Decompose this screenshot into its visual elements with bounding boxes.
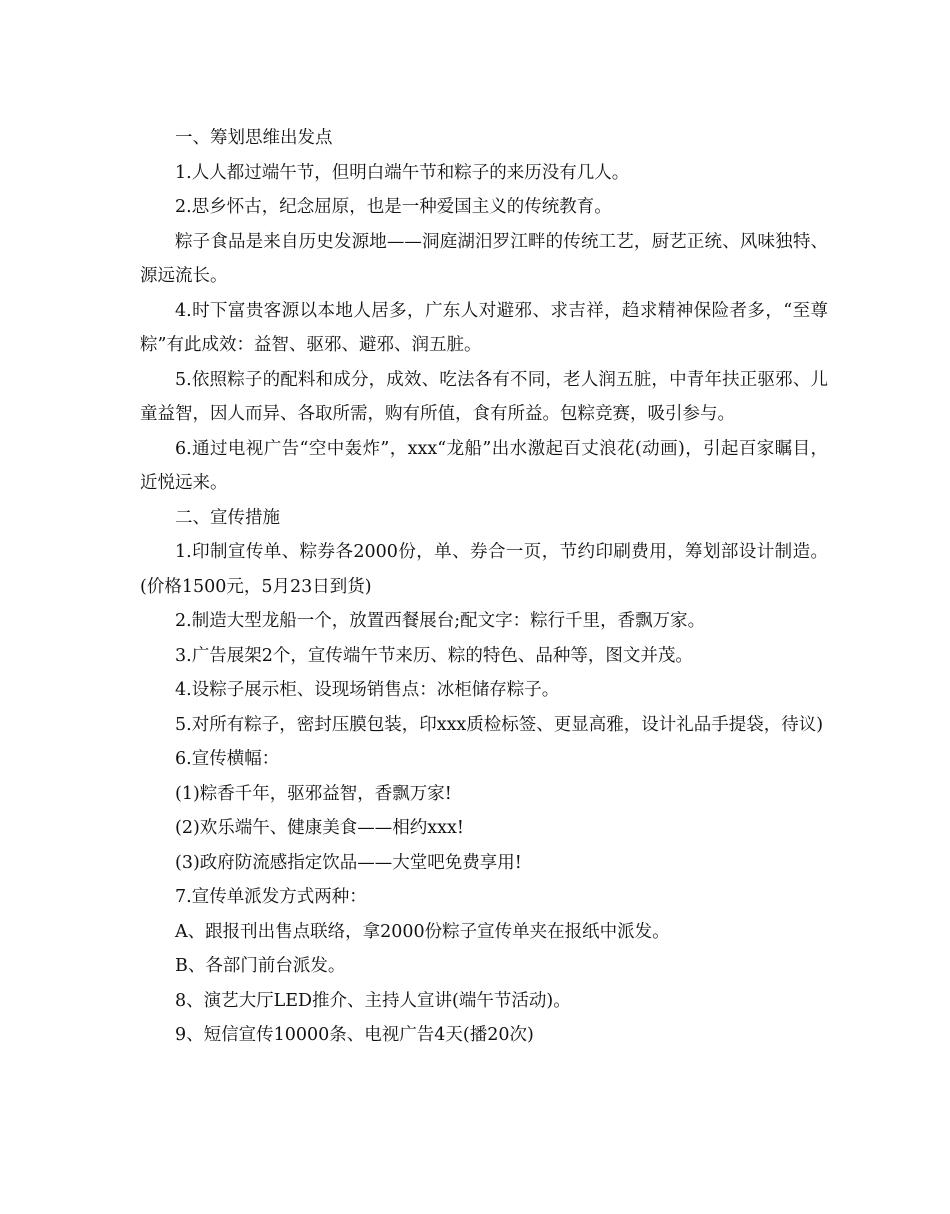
paragraph: 粽子食品是来自历史发源地——洞庭湖汨罗江畔的传统工艺，厨艺正统、风味独特、源远流长。 bbox=[140, 231, 828, 286]
paragraph: A、跟报刊出售点联络，拿2000份粽子宣传单夹在报纸中派发。 bbox=[175, 921, 670, 942]
paragraph: 2.思乡怀古，纪念屈原，也是一种爱国主义的传统教育。 bbox=[175, 197, 612, 217]
paragraph: 8、演艺大厅LED推介、主持人宣讲(端午节活动)。 bbox=[175, 990, 571, 1011]
paragraph: 5.对所有粽子，密封压膜包装，印xxx质检标签、更显高雅，设计礼品手提袋，待议) bbox=[175, 714, 824, 735]
paragraph: 5.依照粽子的配料和成分，成效、吃法各有不同，老人润五脏，中青年扶正驱邪、儿童益智，因人而异、各取所需，购有所值，食有所益。包粽竞赛，吸引参与。 bbox=[140, 369, 828, 424]
paragraph: B、各部门前台派发。 bbox=[175, 956, 346, 976]
document-body bbox=[140, 121, 828, 1053]
paragraph: 7.宣传单派发方式两种： bbox=[175, 887, 367, 907]
paragraph: 1.人人都过端午节，但明白端午节和粽子的来历没有几人。 bbox=[175, 162, 630, 183]
paragraph: 6.宣传横幅： bbox=[175, 749, 280, 769]
banner-slogan: (1)粽香千年，驱邪益智，香飘万家! bbox=[175, 783, 452, 804]
paragraph: 4.时下富贵客源以本地人居多，广东人对避邪、求吉祥，趋求精神保险者多，“至尊粽”有此成效：益智、驱邪、避邪、润五脏。 bbox=[140, 300, 828, 355]
banner-slogan: (3)政府防流感指定饮品——大堂吧免费享用! bbox=[175, 852, 522, 873]
section-heading: 二、宣传措施 bbox=[175, 507, 280, 528]
paragraph: 2.制造大型龙船一个，放置西餐展台;配文字：粽行千里，香飘万家。 bbox=[175, 611, 706, 631]
paragraph: 6.通过电视广告“空中轰炸”，xxx“龙船”出水激起百丈浪花(动画)，引起百家瞩目，近悦远来。 bbox=[140, 438, 828, 493]
paragraph: 9、短信宣传10000条、电视广告4天(播20次) bbox=[175, 1025, 534, 1045]
section-heading: 一、筹划思维出发点 bbox=[175, 128, 333, 148]
paragraph: 1.印制宣传单、粽券各2000份，单、券合一页，节约印刷费用，筹划部设计制造。(价格1500元，5月23日到货) bbox=[140, 542, 828, 597]
paragraph: 4.设粽子展示柜、设现场销售点：冰柜储存粽子。 bbox=[175, 680, 560, 700]
banner-slogan: (2)欢乐端午、健康美食——相约xxx! bbox=[175, 818, 464, 838]
paragraph: 3.广告展架2个，宣传端午节来历、粽的特色、品种等，图文并茂。 bbox=[175, 645, 693, 666]
